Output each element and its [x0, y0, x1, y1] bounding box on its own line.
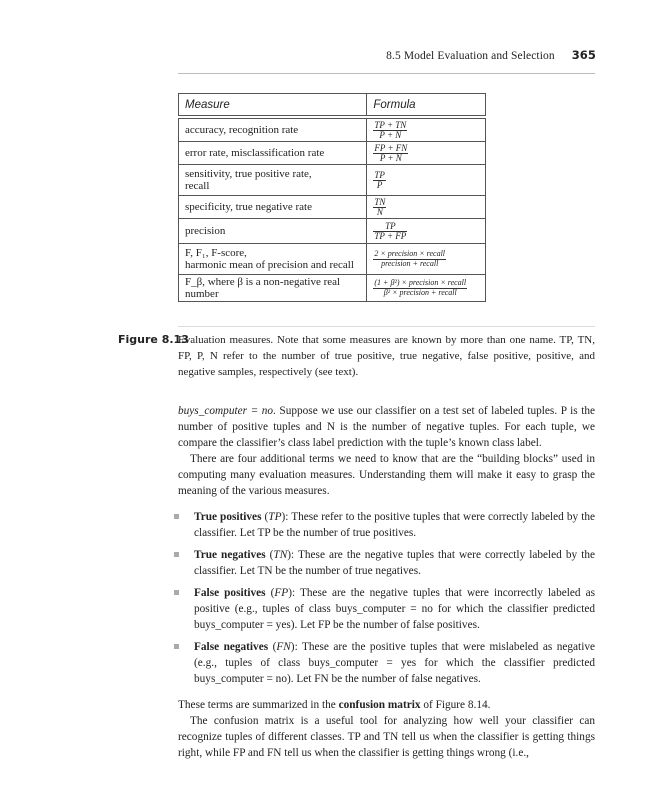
formula-numerator: TP [374, 169, 385, 180]
body-text [178, 403, 595, 761]
formula-fraction [373, 279, 467, 297]
list-item: True negatives (TN): These are the negative tuples that were correctly labeled by the classifier. Let TN be the number of true negatives. [178, 547, 595, 579]
paragraph [178, 697, 595, 713]
measure-cell: specificity, true negative rate [179, 196, 367, 219]
bullet-icon [174, 644, 179, 649]
formula-fraction [373, 250, 446, 268]
paragraph-text: These terms are summarized in the [178, 699, 339, 711]
formula-numerator: TP [373, 222, 407, 232]
term-abbr: TP [268, 511, 282, 523]
measure-cell: F_β, where β is a non-negative real number [179, 275, 367, 302]
table-row [179, 244, 486, 275]
code-term: buys_computer [178, 405, 248, 417]
paragraph: There are four additional terms we need to know that are the “building blocks” used in computing many evaluation measures. Understanding them will make it easy to grasp the meaning of the various measures. [178, 453, 595, 497]
bold-term: confusion matrix [338, 699, 421, 711]
table-row [179, 196, 486, 219]
term-definition: : These are the negative tuples that were incorrectly labeled as positive (e.g., tuples of class buys_computer = no for which the classifier predicted buys_computer = yes). Let FP be the number of false positives. [194, 587, 595, 631]
term-definition: : These are the negative tuples that were correctly labeled by the classifier. Let TN be the number of true negatives. [194, 549, 595, 577]
bullet-icon [174, 514, 179, 519]
term: True negatives [194, 549, 266, 561]
formula-denominator: N [376, 206, 383, 217]
bullet-icon [174, 590, 179, 595]
formula-denominator: TP + FP [374, 230, 407, 241]
code-value: = no [247, 405, 274, 417]
measure-cell: error rate, misclassification rate [179, 142, 367, 165]
formula-cell [367, 117, 486, 142]
measure-line: F, F₁, F-score, [185, 247, 247, 259]
measure-cell [179, 165, 367, 196]
formula-cell [367, 244, 486, 275]
measure-cell: precision [179, 219, 367, 244]
term-abbr: TN [273, 549, 288, 561]
formula-denominator: P + N [379, 129, 402, 140]
measure-cell: accuracy, recognition rate [179, 117, 367, 142]
term-definition: : These are the positive tuples that were mislabeled as negative (e.g., tuples of class buys_computer = yes for which the classifier predicted buys_computer = no). Let FN be the number of false negatives. [194, 641, 595, 685]
measure-cell [179, 244, 367, 275]
measure-line: sensitivity, true positive rate, [185, 168, 312, 180]
measure-column-header: Measure [179, 94, 367, 118]
formula-fraction [373, 121, 407, 140]
formula-numerator: 2 × precision × recall [374, 249, 446, 258]
term-definition: : These refer to the positive tuples that were correctly labeled by the classifier. Let TP be the number of true positives. [194, 511, 596, 539]
formula-denominator: β² × precision + recall [383, 287, 457, 297]
formula-cell [367, 275, 486, 302]
table-row [179, 142, 486, 165]
formula-fraction [373, 222, 407, 241]
term: True positives [194, 511, 262, 523]
list-item: True positives (TP): These refer to the positive tuples that were correctly labeled by the classifier. Let TP be the number of true positives. [178, 509, 595, 541]
paragraph-text: . Suppose we use our classifier on a test set of labeled tuples. P is the number of positive tuples and N is the number of negative tuples. For each tuple, we compare the classifier’s class label prediction with the tuple’s known class label. [178, 405, 595, 449]
formula-fraction [373, 144, 408, 163]
measure-line: recall [185, 180, 210, 192]
formula-denominator: precision + recall [381, 258, 439, 268]
term-abbr: FN [276, 641, 291, 653]
formula-numerator: TN [374, 196, 386, 207]
table-row [179, 219, 486, 244]
table-row [179, 165, 486, 196]
figure-caption: Evaluation measures. Note that some measures are known by more than one name. TP, TN, FP, P, N refer to the number of true positive, true negative, false positive, positive, and negative samples, respectively (see text). [178, 334, 595, 378]
header-rule [178, 73, 595, 74]
list-item: False negatives (FN): These are the positive tuples that were mislabeled as negative (e.g., tuples of class buys_computer = yes for which the classifier predicted buys_computer = no). Let FN be the number of false negatives. [178, 639, 595, 687]
formula-column-header: Formula [367, 94, 486, 118]
paragraph-text: of Figure 8.14. [420, 699, 491, 711]
formula-fraction [373, 198, 386, 217]
formula-numerator: TP + TN [374, 119, 407, 130]
evaluation-measures-table [178, 93, 486, 302]
term-abbr: FP [274, 587, 289, 599]
formula-numerator: FP + FN [374, 142, 408, 153]
formula-denominator: P + N [379, 152, 402, 163]
formula-cell [367, 165, 486, 196]
term: False negatives [194, 641, 269, 653]
bullet-icon [174, 552, 179, 557]
running-head [386, 48, 596, 62]
paragraph: The confusion matrix is a useful tool for analyzing how well your classifier can recognize tuples of different classes. TP and TN tell us when the classifier is getting things right, while FP and FN tell us when the classifier is getting things wrong (i.e., [178, 715, 595, 759]
formula-denominator: P [376, 179, 383, 190]
formula-cell [367, 142, 486, 165]
term: False positives [194, 587, 266, 599]
figure-rule [178, 326, 595, 327]
formula-cell [367, 196, 486, 219]
figure-label: Figure 8.13 [118, 333, 189, 346]
table-row [179, 275, 486, 302]
terms-list [178, 509, 595, 687]
formula-numerator: (1 + β²) × precision × recall [374, 278, 467, 287]
measure-line: harmonic mean of precision and recall [185, 259, 354, 271]
list-item: False positives (FP): These are the negative tuples that were incorrectly labeled as positive (e.g., tuples of class buys_computer = no for which the classifier predicted buys_computer = yes). Let FP be the number of false positives. [178, 585, 595, 633]
table-row [179, 117, 486, 142]
formula-cell [367, 219, 486, 244]
section-title: 8.5 Model Evaluation and Selection [386, 50, 555, 62]
formula-fraction [373, 171, 386, 190]
page-number: 365 [571, 48, 596, 62]
paragraph [178, 403, 595, 451]
